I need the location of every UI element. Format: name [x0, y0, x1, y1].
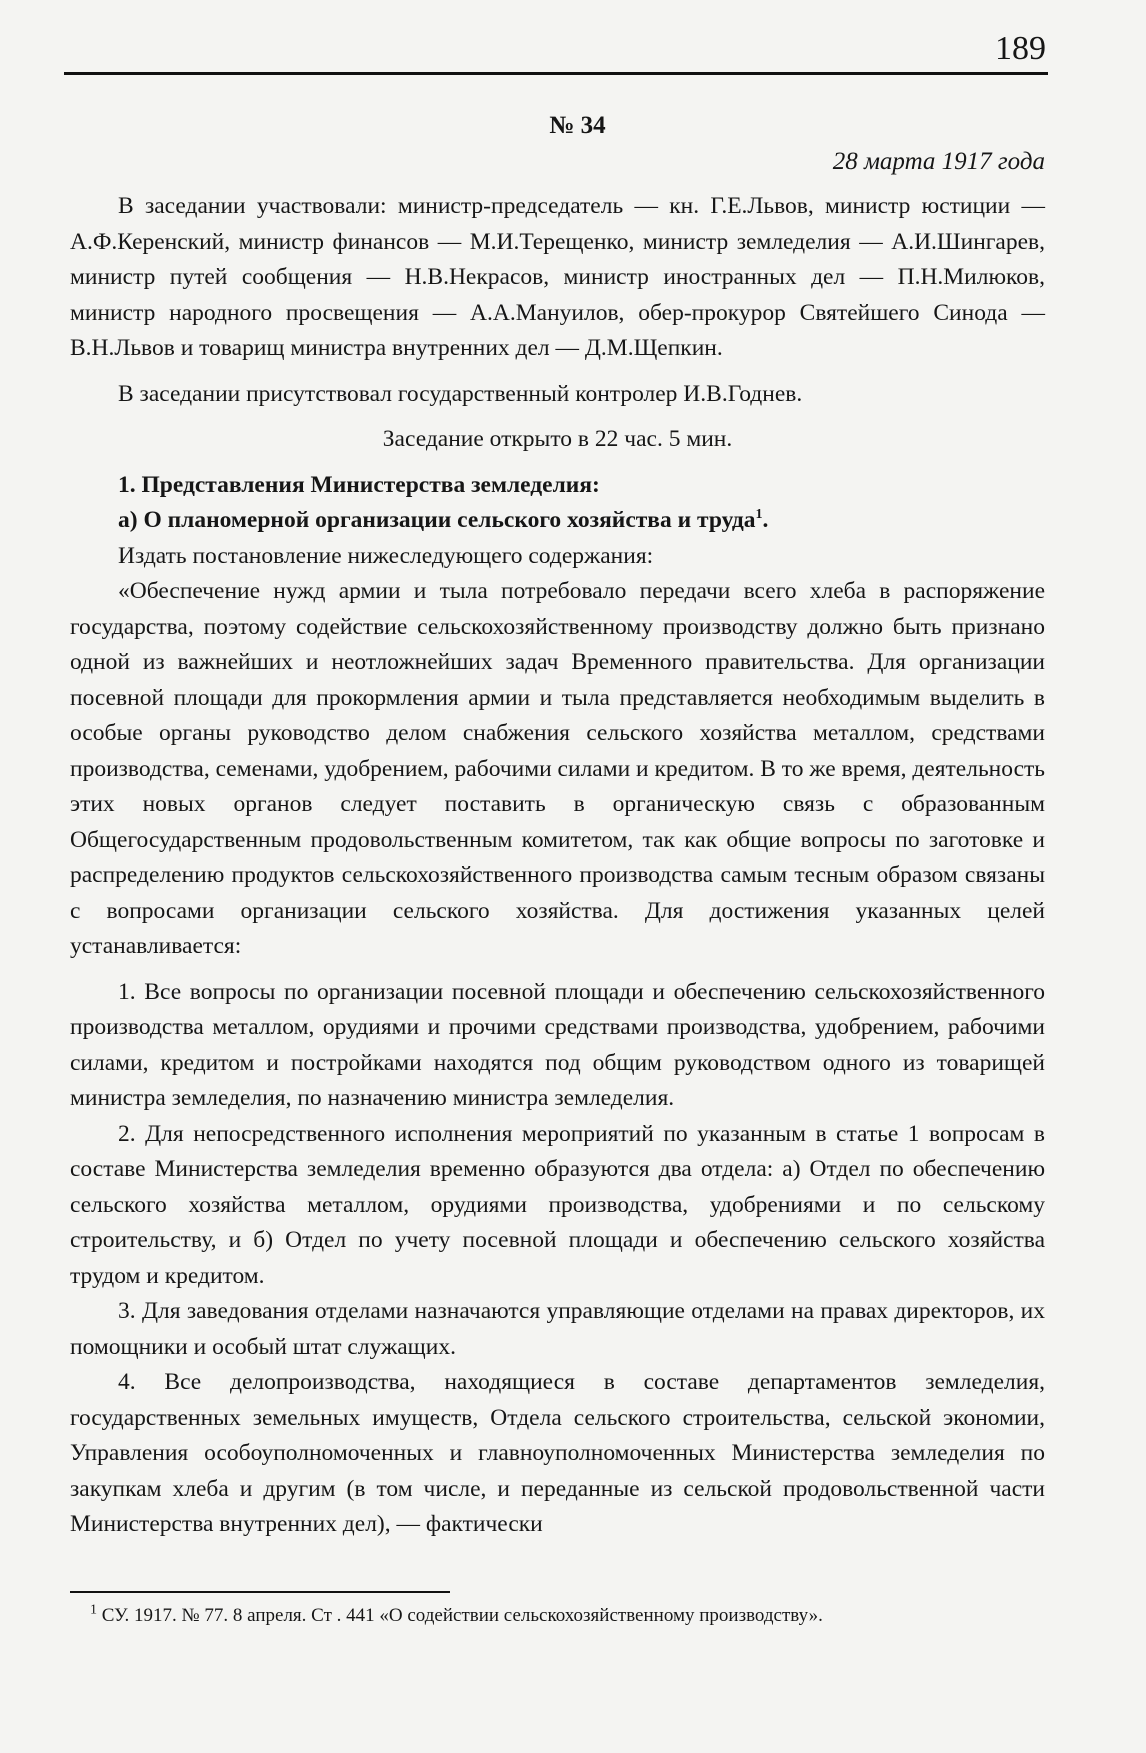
header-rule — [64, 72, 1048, 75]
body-paragraph: «Обеспечение нужд армии и тыла потребовало передачи всего хлеба в распоряжение государства, поэтому содействие сельскохозяйственному производству должно быть признано одной из важнейших и неотложнейших задач Временного правительства. Для организации посевной площади для прокормления армии и тыла представляется необходимым выделить в особые органы руководство делом снабжения сельского хозяйства металлом, средствами производства, семенами, удобрением, рабочими силами и кредитом. В то же время, деятельность этих новых органов следует поставить в органическую связь с образованным Общегосударственным продовольственным комитетом, так как общие вопросы по заготовке и распределению продуктов сельскохозяйственного производства самым тесным образом связаны с вопросами организации сельского хозяйства. Для достижения указанных целей устанавливается: — [70, 578, 1045, 959]
document-body — [70, 108, 1045, 1629]
section-heading: 1. Представления Министерства земледелия: — [118, 471, 600, 498]
document-date: 28 марта 1917 года — [832, 147, 1045, 175]
footnote — [70, 1603, 1045, 1629]
body-paragraph: 3. Для заведования отделами назначаются управляющие отделами на правах директоров, их помощники и особый штат служащих. — [70, 1298, 1045, 1360]
page-number: 189 — [995, 30, 1046, 67]
footnote-mark: 1 — [90, 1602, 97, 1618]
subsection-heading — [70, 503, 1045, 539]
body-paragraph: 2. Для непосредственного исполнения мероприятий по указанным в статье 1 вопросам в составе Министерства земледелия временно образуются два отдела: а) Отдел по обеспечению сельского хозяйства металлом, орудиями производства, удобрениями и по сельскому строительству, и б) Отдел по учету посевной площади и обеспечению сельского хозяйства трудом и кредитом. — [70, 1120, 1045, 1289]
document-number: № 34 — [549, 112, 606, 139]
participants-paragraph: В заседании участвовали: министр-председатель — кн. Г.Е.Львов, министр юстиции — А.Ф.Керенский, министр финансов — М.И.Терещенко, министр земледелия — А.И.Шингарев, министр путей сообщения — Н.В.Некрасов, министр иностранных дел — П.Н.Милюков, министр народного просвещения — А.А.Мануилов, обер-прокурор Святейшего Синода — В.Н.Львов и товарищ министра внутренних дел — Д.М.Щепкин. — [70, 193, 1045, 361]
footnote-text: СУ. 1917. № 77. 8 апреля. Ст . 441 «О содействии сельскохозяйственному производству». — [101, 1604, 823, 1626]
subsection-title: а) О планомерной организации сельского хозяйства и труда — [118, 507, 756, 533]
subsection-period: . — [762, 507, 769, 533]
intro-paragraph: Издать постановление нижеследующего содержания: — [118, 542, 654, 569]
body-paragraph: 1. Все вопросы по организации посевной площади и обеспечению сельскохозяйственного производства металлом, орудиями и прочими средствами производства, удобрением, рабочими силами, кредитом и постройками находятся под общим руководством одного из товарищей министра земледелия, по назначению министра земледелия. — [70, 978, 1045, 1111]
present-paragraph: В заседании присутствовал государственный контролер И.В.Годнев. — [118, 380, 803, 407]
body-paragraph: 4. Все делопроизводства, находящиеся в составе департаментов земледелия, государственных земельных имуществ, Отдела сельского строительства, сельской экономии, Управления особоуполномоченных и главноуполномоченных Министерства земледелия по закупкам хлеба и другим (в том числе, и переданные из сельской продовольственной части Министерства внутренних дел), — фактически — [70, 1369, 1045, 1537]
opening-time: Заседание открыто в 22 час. 5 мин. — [382, 426, 733, 452]
footnote-ref: 1 — [755, 507, 763, 523]
footnote-rule — [70, 1591, 450, 1593]
